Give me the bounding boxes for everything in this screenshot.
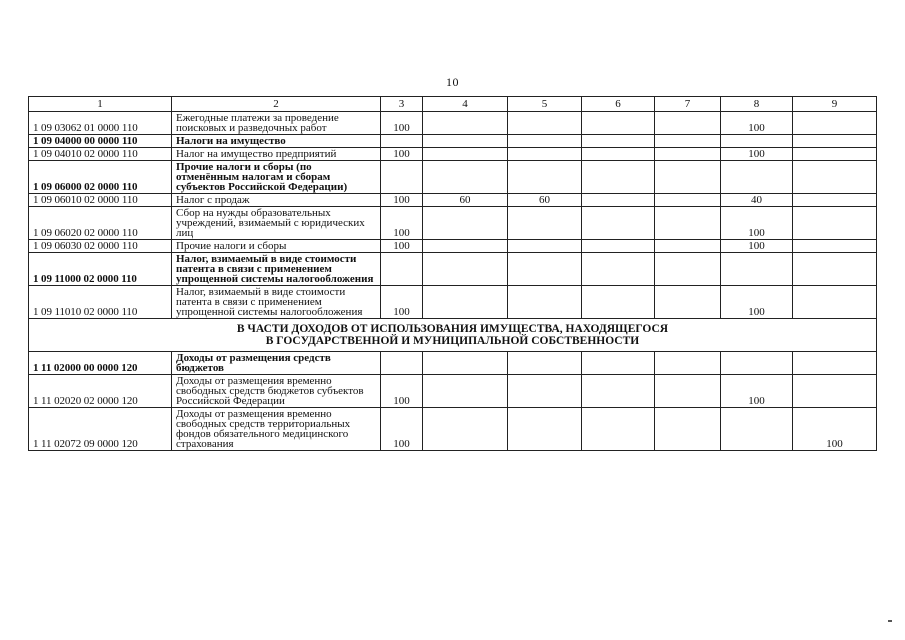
value-cell-col-4 bbox=[423, 286, 508, 319]
value-cell-col-4 bbox=[423, 352, 508, 375]
value-cell-col-9 bbox=[793, 161, 877, 194]
value-cell-col-5 bbox=[508, 148, 582, 161]
budget-classification-table bbox=[28, 96, 877, 451]
value-cell-col-3: 100 bbox=[381, 375, 423, 408]
column-header-3: 3 bbox=[381, 97, 423, 112]
value-cell-col-8: 100 bbox=[721, 240, 793, 253]
value-cell-col-9 bbox=[793, 194, 877, 207]
value-cell-col-9 bbox=[793, 286, 877, 319]
revenue-name: Налог, взимаемый в виде стоимости патента в связи с применением упрощенной системы налогообложения bbox=[172, 286, 381, 319]
table-body bbox=[29, 112, 877, 451]
revenue-name: Ежегодные платежи за проведение поисковых и разведочных работ bbox=[172, 112, 381, 135]
value-cell-col-4 bbox=[423, 375, 508, 408]
value-cell-col-8: 100 bbox=[721, 148, 793, 161]
section-title-line: В ЧАСТИ ДОХОДОВ ОТ ИСПОЛЬЗОВАНИЯ ИМУЩЕСТВА, НАХОДЯЩЕГОСЯ bbox=[236, 323, 669, 335]
section-header-row bbox=[29, 319, 877, 352]
classification-code: 1 09 06000 02 0000 110 bbox=[29, 161, 172, 194]
value-cell-col-6 bbox=[582, 408, 655, 451]
value-cell-col-5 bbox=[508, 408, 582, 451]
value-cell-col-6 bbox=[582, 161, 655, 194]
value-cell-col-4 bbox=[423, 207, 508, 240]
table-row bbox=[29, 240, 877, 253]
classification-code: 1 09 04010 02 0000 110 bbox=[29, 148, 172, 161]
value-cell-col-6 bbox=[582, 148, 655, 161]
value-cell-col-4 bbox=[423, 135, 508, 148]
classification-code: 1 09 06030 02 0000 110 bbox=[29, 240, 172, 253]
value-cell-col-8 bbox=[721, 135, 793, 148]
table-row bbox=[29, 286, 877, 319]
value-cell-col-6 bbox=[582, 112, 655, 135]
value-cell-col-7 bbox=[655, 112, 721, 135]
table-row bbox=[29, 135, 877, 148]
classification-code: 1 11 02072 09 0000 120 bbox=[29, 408, 172, 451]
column-header-5: 5 bbox=[508, 97, 582, 112]
value-cell-col-7 bbox=[655, 253, 721, 286]
table-row bbox=[29, 408, 877, 451]
value-cell-col-7 bbox=[655, 161, 721, 194]
value-cell-col-5 bbox=[508, 253, 582, 286]
value-cell-col-5 bbox=[508, 161, 582, 194]
value-cell-col-5 bbox=[508, 112, 582, 135]
value-cell-col-7 bbox=[655, 148, 721, 161]
classification-code: 1 09 04000 00 0000 110 bbox=[29, 135, 172, 148]
column-header-4: 4 bbox=[423, 97, 508, 112]
column-header-1: 1 bbox=[29, 97, 172, 112]
table-row bbox=[29, 148, 877, 161]
value-cell-col-4 bbox=[423, 112, 508, 135]
value-cell-col-4 bbox=[423, 161, 508, 194]
value-cell-col-5 bbox=[508, 207, 582, 240]
revenue-name: Прочие налоги и сборы (по отменённым налогам и сборам субъектов Российской Федерации) bbox=[172, 161, 381, 194]
classification-code: 1 09 06020 02 0000 110 bbox=[29, 207, 172, 240]
value-cell-col-4 bbox=[423, 240, 508, 253]
revenue-name: Сбор на нужды образовательных учреждений, взимаемый с юридических лиц bbox=[172, 207, 381, 240]
table-row bbox=[29, 352, 877, 375]
revenue-name: Прочие налоги и сборы bbox=[172, 240, 381, 253]
value-cell-col-8 bbox=[721, 352, 793, 375]
revenue-name: Налог на имущество предприятий bbox=[172, 148, 381, 161]
value-cell-col-7 bbox=[655, 135, 721, 148]
value-cell-col-9 bbox=[793, 207, 877, 240]
value-cell-col-6 bbox=[582, 352, 655, 375]
value-cell-col-7 bbox=[655, 286, 721, 319]
revenue-name: Доходы от размещения временно свободных средств бюджетов субъектов Российской Федерации bbox=[172, 375, 381, 408]
value-cell-col-5 bbox=[508, 375, 582, 408]
value-cell-col-4 bbox=[423, 408, 508, 451]
scan-artifact bbox=[888, 620, 892, 622]
table-row bbox=[29, 161, 877, 194]
value-cell-col-8: 100 bbox=[721, 375, 793, 408]
value-cell-col-6 bbox=[582, 375, 655, 408]
value-cell-col-5 bbox=[508, 240, 582, 253]
table-row bbox=[29, 112, 877, 135]
value-cell-col-3 bbox=[381, 253, 423, 286]
value-cell-col-5 bbox=[508, 352, 582, 375]
value-cell-col-7 bbox=[655, 194, 721, 207]
column-header-9: 9 bbox=[793, 97, 877, 112]
classification-code: 1 09 03062 01 0000 110 bbox=[29, 112, 172, 135]
table-row bbox=[29, 194, 877, 207]
value-cell-col-3 bbox=[381, 161, 423, 194]
classification-code: 1 09 11000 02 0000 110 bbox=[29, 253, 172, 286]
column-header-2: 2 bbox=[172, 97, 381, 112]
value-cell-col-7 bbox=[655, 408, 721, 451]
value-cell-col-8: 100 bbox=[721, 112, 793, 135]
value-cell-col-7 bbox=[655, 375, 721, 408]
section-title-line: В ГОСУДАРСТВЕННОЙ И МУНИЦИПАЛЬНОЙ СОБСТВЕННОСТИ bbox=[265, 335, 640, 347]
value-cell-col-6 bbox=[582, 240, 655, 253]
table-row bbox=[29, 375, 877, 408]
value-cell-col-5 bbox=[508, 286, 582, 319]
value-cell-col-3: 100 bbox=[381, 286, 423, 319]
classification-code: 1 11 02020 02 0000 120 bbox=[29, 375, 172, 408]
value-cell-col-9 bbox=[793, 240, 877, 253]
column-header-8: 8 bbox=[721, 97, 793, 112]
value-cell-col-3 bbox=[381, 352, 423, 375]
value-cell-col-8: 100 bbox=[721, 286, 793, 319]
value-cell-col-5 bbox=[508, 135, 582, 148]
value-cell-col-3: 100 bbox=[381, 112, 423, 135]
revenue-name: Налоги на имущество bbox=[172, 135, 381, 148]
value-cell-col-3: 100 bbox=[381, 194, 423, 207]
value-cell-col-5: 60 bbox=[508, 194, 582, 207]
value-cell-col-3: 100 bbox=[381, 148, 423, 161]
table-row bbox=[29, 207, 877, 240]
value-cell-col-6 bbox=[582, 253, 655, 286]
value-cell-col-3: 100 bbox=[381, 240, 423, 253]
value-cell-col-3 bbox=[381, 135, 423, 148]
classification-code: 1 09 11010 02 0000 110 bbox=[29, 286, 172, 319]
value-cell-col-9 bbox=[793, 148, 877, 161]
value-cell-col-9 bbox=[793, 112, 877, 135]
revenue-name: Доходы от размещения временно свободных средств территориальных фондов обязательного медицинского страхования bbox=[172, 408, 381, 451]
value-cell-col-9 bbox=[793, 253, 877, 286]
value-cell-col-6 bbox=[582, 135, 655, 148]
header-row bbox=[29, 97, 877, 112]
value-cell-col-4 bbox=[423, 148, 508, 161]
value-cell-col-4: 60 bbox=[423, 194, 508, 207]
value-cell-col-9 bbox=[793, 352, 877, 375]
revenue-name: Налог с продаж bbox=[172, 194, 381, 207]
section-title bbox=[29, 319, 877, 352]
value-cell-col-7 bbox=[655, 352, 721, 375]
classification-code: 1 11 02000 00 0000 120 bbox=[29, 352, 172, 375]
value-cell-col-8 bbox=[721, 408, 793, 451]
page-number: 10 bbox=[446, 75, 459, 89]
value-cell-col-7 bbox=[655, 240, 721, 253]
value-cell-col-7 bbox=[655, 207, 721, 240]
classification-code: 1 09 06010 02 0000 110 bbox=[29, 194, 172, 207]
value-cell-col-8: 100 bbox=[721, 207, 793, 240]
value-cell-col-4 bbox=[423, 253, 508, 286]
revenue-name: Доходы от размещения средств бюджетов bbox=[172, 352, 381, 375]
value-cell-col-3: 100 bbox=[381, 408, 423, 451]
value-cell-col-6 bbox=[582, 207, 655, 240]
value-cell-col-6 bbox=[582, 194, 655, 207]
value-cell-col-8: 40 bbox=[721, 194, 793, 207]
table-row bbox=[29, 253, 877, 286]
value-cell-col-8 bbox=[721, 161, 793, 194]
value-cell-col-8 bbox=[721, 253, 793, 286]
revenue-name: Налог, взимаемый в виде стоимости патента в связи с применением упрощенной системы налогообложения bbox=[172, 253, 381, 286]
value-cell-col-3: 100 bbox=[381, 207, 423, 240]
column-header-7: 7 bbox=[655, 97, 721, 112]
value-cell-col-9 bbox=[793, 375, 877, 408]
column-header-6: 6 bbox=[582, 97, 655, 112]
value-cell-col-6 bbox=[582, 286, 655, 319]
value-cell-col-9 bbox=[793, 135, 877, 148]
value-cell-col-9: 100 bbox=[793, 408, 877, 451]
